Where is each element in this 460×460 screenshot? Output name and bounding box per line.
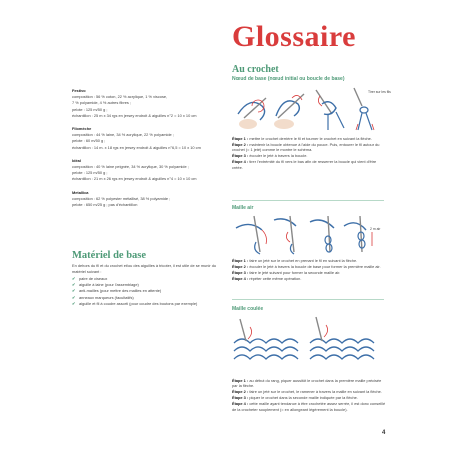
step-label: Étape 2 :: [232, 389, 249, 395]
figure-note: Tirer sur les fils: [368, 90, 391, 94]
yarn-name: Metallica: [72, 189, 89, 195]
yarn-entry: [72, 88, 232, 119]
check-icon: ✔: [72, 288, 76, 294]
noeud-steps: [232, 136, 387, 171]
step-description: piquer le crochet dans la seconde maille indiquée par la flèche.: [249, 395, 358, 401]
maille-coulee-subtitle: Maille coulée: [232, 306, 264, 312]
yarn-list: [72, 88, 232, 215]
step-text: [232, 264, 387, 269]
list-item-label: anti-mailles (pour mettre des mailles en attente): [79, 288, 162, 294]
step-2-illustration: [274, 94, 304, 129]
step-description: au début du rang, piquer aussitôt le crochet dans la première maille précisée par la flèche.: [232, 378, 382, 389]
step-text: [232, 159, 387, 170]
step-2-illustration: [310, 317, 374, 359]
step-text: [232, 395, 387, 400]
yarn-detail: pelote : 650 m/25 g ; pas d'échantillon: [72, 202, 138, 208]
maille-air-diagram: [232, 212, 382, 258]
maille-coulee-diagram: [232, 313, 382, 375]
check-icon: ✔: [72, 294, 76, 300]
step-text: [232, 270, 387, 275]
step-label: Étape 4 :: [232, 401, 249, 407]
maille-coulee-steps: [232, 378, 387, 413]
step-text: [232, 389, 387, 394]
materiel-list: [72, 276, 232, 307]
step-label: Étape 1 :: [232, 378, 249, 383]
yarn-name: Filomèche: [72, 126, 92, 132]
step-label: Étape 4 :: [232, 276, 249, 281]
yarn-name: Idéal: [72, 157, 81, 163]
yarn-entry: [72, 126, 232, 151]
check-icon: ✔: [72, 276, 76, 281]
step-2-illustration: [274, 216, 296, 254]
step-description: écouler le jeté à travers la boucle de base pour former la première maille air.: [249, 264, 381, 269]
step-description: tirer l'extrémité du fil vers le bas afin de resserrer la boucle qui vient d'être créée.: [232, 159, 377, 170]
materiel-title: Matériel de base: [72, 250, 147, 261]
yarn-detail: échantillon : 14 m. x 18 rgs en jersey endroit & aiguilles n°6,5 = 10 x 10 cm: [72, 144, 201, 150]
step-label: Étape 3 :: [232, 270, 249, 275]
yarn-detail: composition : 62 % polyester métallisé, 38 % polyamide ;: [72, 195, 171, 201]
step-text: [232, 142, 387, 153]
list-item-label: aiguille à laine (pour l'assemblage): [79, 282, 139, 288]
step-label: Étape 2 :: [232, 142, 249, 147]
step-label: Étape 3 :: [232, 395, 249, 401]
step-4-illustration: [354, 88, 374, 130]
yarn-detail: composition : 44 % laine, 34 % acrylique, 22 % polyamide ;: [72, 132, 174, 138]
check-icon: ✔: [72, 300, 76, 306]
step-text: [232, 378, 387, 389]
step-description: écouler le jeté à travers la boucle.: [249, 153, 308, 159]
step-3-illustration: [310, 216, 334, 252]
step-description: mettre le crochet derrière le fil et tourner le crochet en suivant la flèche.: [249, 136, 372, 141]
list-item: [72, 301, 232, 307]
step-text: [232, 276, 387, 281]
figure-note: 2 m air: [370, 227, 381, 231]
page-number: 4: [382, 430, 386, 436]
divider: [232, 200, 384, 201]
step-text: [232, 401, 387, 412]
step-description: faire un jeté sur le crochet, le ramener à travers la maille en suivant la flèche.: [249, 389, 382, 395]
list-item-label: aiguille et fil à coudre assorti (pour coudre des boutons par exemple): [79, 300, 198, 306]
step-text: [232, 153, 387, 158]
materiel-section: [72, 250, 232, 307]
yarn-detail: échantillon : 25 m x 34 rgs en jersey endroit & aiguilles n°2 = 10 x 10 cm: [72, 112, 197, 118]
maille-air-steps: [232, 258, 387, 282]
page-title: Glossaire: [232, 20, 356, 53]
yarn-detail: pelote : 125 m/50 g ;: [72, 106, 108, 112]
step-1-illustration: [236, 216, 267, 254]
noeud-diagram: [232, 84, 391, 136]
step-description: cette maille ayant tendance à être crochetée assez serrée, il est donc conseillé de la crocheter souplement (= en allongeant légèrement la boucle).: [232, 401, 386, 412]
step-description: faire le jeté suivant pour former la seconde maille air.: [249, 270, 341, 275]
list-item-label: paire de ciseaux: [79, 276, 108, 281]
step-label: Étape 1 :: [232, 258, 249, 263]
yarn-name: Festivo: [72, 88, 86, 93]
step-text: [232, 258, 387, 263]
yarn-detail: pelote : 125 m/50 g ;: [72, 170, 108, 176]
step-4-illustration: [344, 216, 372, 252]
crochet-section-title: Au crochet: [232, 64, 279, 75]
yarn-detail: 7 % polyamide, 4 % autres fibres ;: [72, 100, 132, 106]
step-3-illustration: [316, 90, 344, 130]
step-1-illustration: [234, 319, 298, 359]
check-icon: ✔: [72, 282, 76, 288]
yarn-detail: échantillon : 21 m x 26 rgs en jersey endroit & aiguilles n°4 = 10 x 10 cm: [72, 176, 197, 182]
noeud-subtitle: Nœud de base (nœud initial ou boucle de base): [232, 76, 345, 82]
step-description: faire un jeté sur le crochet en prenant le fil en suivant la flèche.: [249, 258, 358, 263]
materiel-intro: En dehors du fil et du crochet et/ou des aiguilles à tricoter, il est utile de se munir du matériel suivant :: [72, 263, 217, 274]
list-item-label: anneaux marqueurs (facultatifs): [79, 294, 134, 300]
step-label: Étape 3 :: [232, 153, 249, 159]
maille-air-subtitle: Maille air: [232, 205, 254, 211]
step-text: [232, 136, 387, 141]
step-label: Étape 2 :: [232, 264, 249, 269]
step-label: Étape 4 :: [232, 159, 249, 165]
divider: [232, 299, 384, 300]
step-description: maintenir la boucle obtenue à l'aide du pouce. Puis, entourer le fil autour du crochet (= 1 jeté) comme le montre le schéma.: [232, 142, 380, 153]
yarn-detail: composition : 40 % laine peignée, 34 % acrylique, 30 % polyamide ;: [72, 164, 189, 170]
yarn-entry: [72, 190, 232, 209]
step-description: répéter cette même opération.: [249, 276, 302, 281]
yarn-entry: [72, 158, 232, 183]
yarn-detail: pelote : 60 m/50 g ;: [72, 138, 106, 144]
step-1-illustration: [238, 98, 266, 129]
yarn-detail: composition : 56 % coton, 22 % acrylique, 1 % viscose,: [72, 94, 168, 100]
step-label: Étape 1 :: [232, 136, 249, 141]
